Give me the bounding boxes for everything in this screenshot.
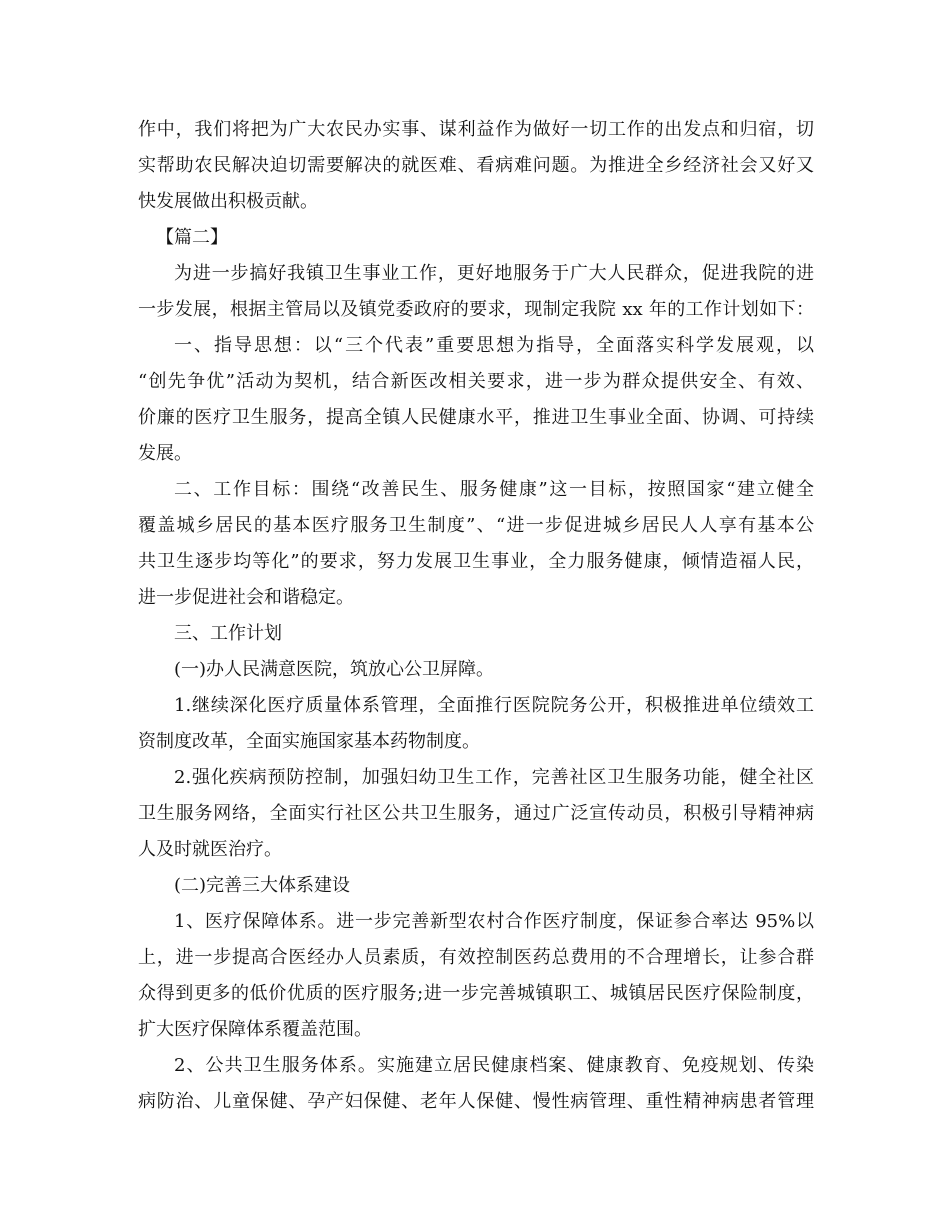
paragraph-line: 2.强化疾病预防控制，加强妇幼卫生工作，完善社区卫生服务功能，健全社区 [174, 767, 814, 788]
subsection-heading: (二)完善三大体系建设 [174, 875, 351, 896]
paragraph-line: 卫生服务网络，全面实行社区公共卫生服务，通过广泛宣传动员，积极引导精神病 [138, 803, 814, 824]
paragraph-line: 2、公共卫生服务体系。实施建立居民健康档案、健康教育、免疫规划、传染 [174, 1055, 814, 1076]
paragraph-line: 作中，我们将把为广大农民办实事、谋利益作为做好一切工作的出发点和归宿，切 [138, 119, 814, 140]
paragraph-line: 一、指导思想：以“三个代表”重要思想为指导，全面落实科学发展观，以 [174, 335, 814, 356]
paragraph-line: 众得到更多的低价优质的医疗服务;进一步完善城镇职工、城镇居民医疗保险制度， [138, 983, 814, 1004]
paragraph-line: 发展。 [138, 443, 192, 464]
paragraph-line: 1、医疗保障体系。进一步完善新型农村合作医疗制度，保证参合率达 95%以 [174, 911, 814, 932]
paragraph-line: 共卫生逐步均等化”的要求，努力发展卫生事业，全力服务健康，倾情造福人民， [138, 551, 814, 572]
paragraph-line: 为进一步搞好我镇卫生事业工作，更好地服务于广大人民群众，促进我院的进 [174, 263, 814, 284]
paragraph-line: 上，进一步提高合医经办人员素质，有效控制医药总费用的不合理增长，让参合群 [138, 947, 814, 968]
paragraph-line: 一步发展，根据主管局以及镇党委政府的要求，现制定我院 xx 年的工作计划如下： [138, 299, 814, 320]
paragraph-line: 实帮助农民解决迫切需要解决的就医难、看病难问题。为推进全乡经济社会又好又 [138, 155, 814, 176]
section-heading: 三、工作计划 [174, 623, 282, 644]
paragraph-line: “创先争优”活动为契机，结合新医改相关要求，进一步为群众提供安全、有效、 [138, 371, 814, 392]
paragraph-line: 资制度改革，全面实施国家基本药物制度。 [138, 731, 480, 752]
subsection-heading: (一)办人民满意医院，筑放心公卫屏障。 [174, 659, 495, 680]
document-body [138, 112, 814, 1120]
paragraph-line: 快发展做出积极贡献。 [138, 191, 318, 212]
paragraph-line: 1.继续深化医疗质量体系管理，全面推行医院院务公开，积极推进单位绩效工 [174, 695, 814, 716]
paragraph-line: 扩大医疗保障体系覆盖范围。 [138, 1019, 372, 1040]
paragraph-line: 二、工作目标：围绕“改善民生、服务健康”这一目标，按照国家“建立健全 [174, 479, 814, 500]
paragraph-line: 价廉的医疗卫生服务，提高全镇人民健康水平，推进卫生事业全面、协调、可持续 [138, 407, 814, 428]
paragraph-line: 进一步促进社会和谐稳定。 [138, 587, 354, 608]
section-heading: 【篇二】 [156, 227, 228, 248]
paragraph-line: 人及时就医治疗。 [138, 839, 282, 860]
paragraph-line: 病防治、儿童保健、孕产妇保健、老年人保健、慢性病管理、重性精神病患者管理 [138, 1091, 814, 1112]
paragraph-line: 覆盖城乡居民的基本医疗服务卫生制度”、“进一步促进城乡居民人人享有基本公 [138, 515, 814, 536]
